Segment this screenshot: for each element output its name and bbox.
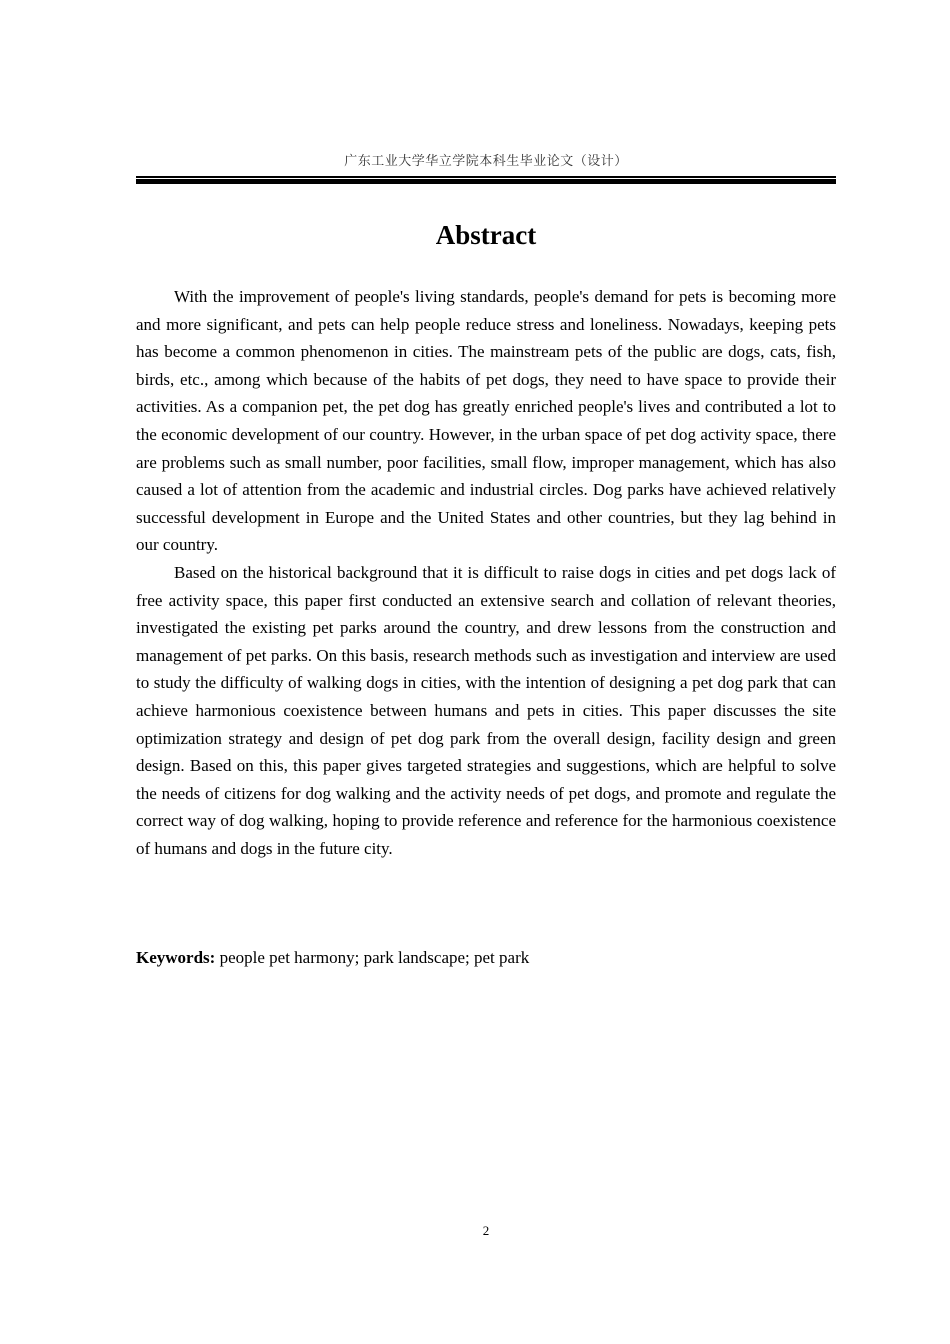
- page-number: 2: [482, 1223, 490, 1238]
- header-rule-thick-line: [136, 179, 836, 184]
- abstract-paragraph-1: With the improvement of people's living standards, people's demand for pets is becoming more and more significant, and pets can help people reduce stress and loneliness. Nowadays, keeping pets has become a common phenomenon in cities. The mainstream pets of the public are dogs, cats, fish, birds, etc., among which because of the habits of pet dogs, they need to have space to provide their activities. As a companion pet, the pet dog has greatly enriched people's lives and contributed a lot to the economic development of our country. However, in the urban space of pet dog activity space, there are problems such as small number, poor facilities, small flow, improper management, which has also caused a lot of attention from the academic and industrial circles. Dog parks have achieved relatively successful development in Europe and the United States and other countries, but they lag behind in our country.: [136, 287, 836, 555]
- abstract-paragraph-2: Based on the historical background that it is difficult to raise dogs in cities and pet dogs lack of free activity space, this paper first conducted an extensive search and collation of relevant theories, investigated the existing pet parks around the country, and drew lessons from the construction and management of pet parks. On this basis, research methods such as investigation and interview are used to study the difficulty of walking dogs in cities, with the intention of designing a pet dog park that can achieve harmonious coexistence between humans and pets in cities. This paper discusses the site optimization strategy and design of pet dog park from the overall design, facility design and green design. Based on this, this paper gives targeted strategies and suggestions, which are helpful to solve the needs of citizens for dog walking and the activity needs of pet dogs, and promote and regulate the correct way of dog walking, hoping to provide reference and reference for the harmonious coexistence of humans and dogs in the future city.: [136, 562, 836, 858]
- abstract-body: [136, 283, 836, 862]
- abstract-title: Abstract: [435, 220, 537, 250]
- header-rule-thin-line: [136, 176, 836, 178]
- keywords-line: [136, 944, 836, 971]
- keywords-label: Keywords:: [136, 948, 216, 967]
- keywords-text: people pet harmony; park landscape; pet park: [215, 948, 530, 967]
- running-header: 广东工业大学华立学院本科生毕业论文（设计）: [344, 154, 628, 169]
- header-double-rule: [136, 176, 836, 185]
